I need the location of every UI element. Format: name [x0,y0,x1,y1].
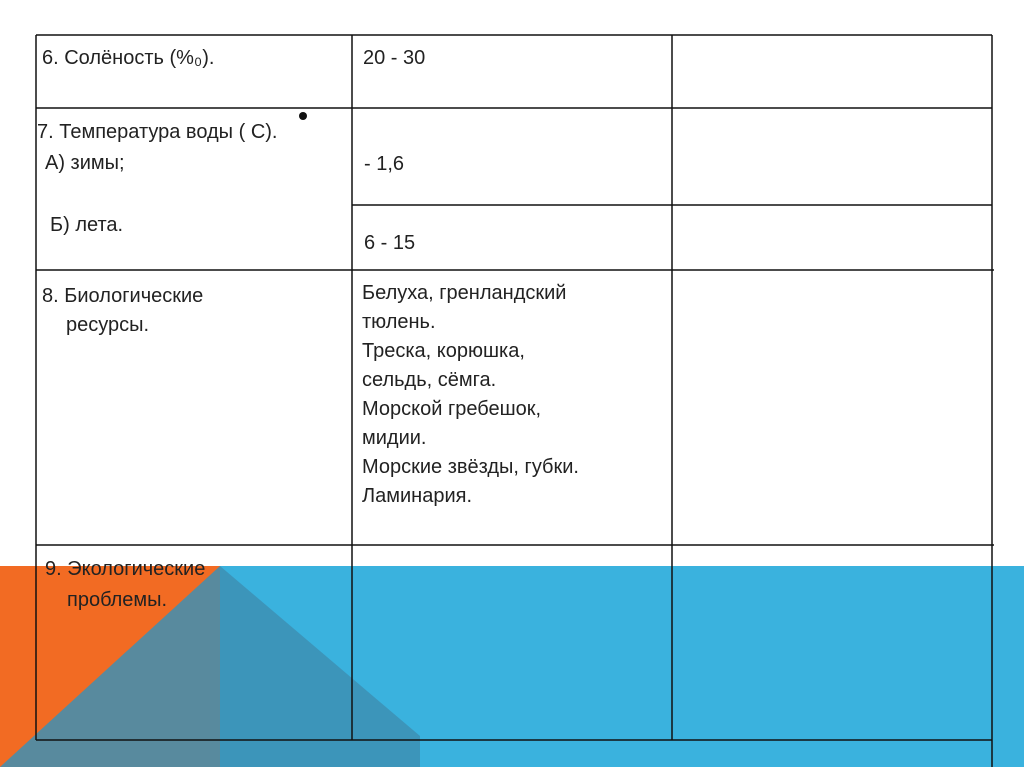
bio-value-line: мидии. [362,427,427,449]
row-temperature-winter-value: - 1,6 [364,153,405,175]
row-eco-label-1: 9. Экологические [45,558,206,580]
degree-dot [299,112,307,120]
bio-value-line: Треска, корюшка, [362,340,525,362]
row-temperature-label: 7. Температура воды ( С). [37,121,278,143]
row-bio-values [362,279,579,511]
row-temperature-summer-value: 6 - 15 [364,232,416,254]
row-salinity-label: 6. Солёность (%₀). [42,47,215,69]
bio-value-line: Белуха, гренландский [362,282,567,304]
bio-value-line: тюлень. [362,311,436,333]
row-temperature-winter-label: А) зимы; [45,152,125,174]
row-temperature-summer-label: Б) лета. [50,214,124,236]
bio-value-line: сельдь, сёмга. [362,369,497,391]
row-bio-label-1: 8. Биологические [42,285,204,307]
bio-value-line: Морской гребешок, [362,398,542,420]
row-eco-label-2: проблемы. [67,589,168,611]
bio-value-line: Ламинария. [362,485,473,507]
row-salinity-value: 20 - 30 [363,47,426,69]
row-bio-label-2: ресурсы. [66,314,150,336]
bio-value-line: Морские звёзды, губки. [362,456,579,478]
